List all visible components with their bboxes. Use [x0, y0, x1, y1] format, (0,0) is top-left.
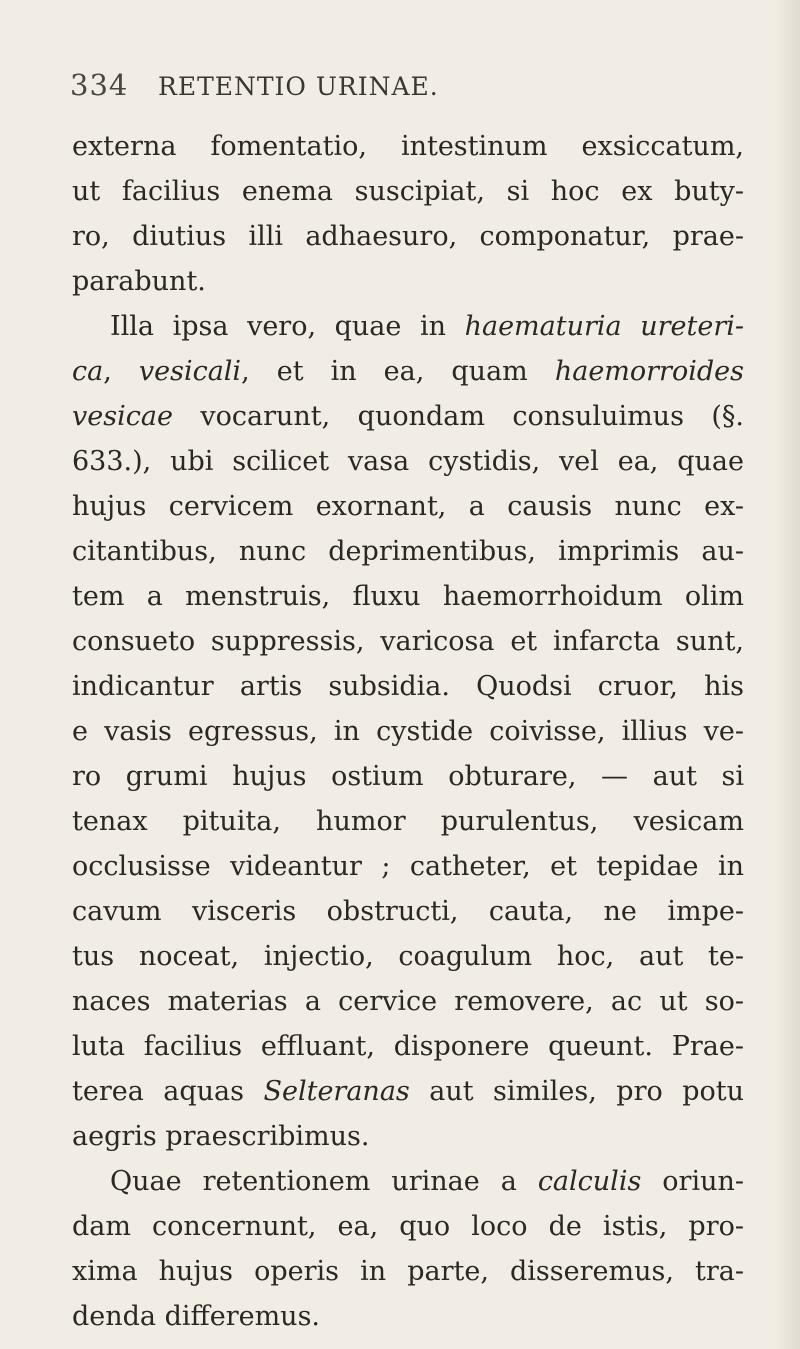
text-segment: luta facilius effluant, disponere queunt. Prae- — [72, 1031, 744, 1062]
text-line-15 — [72, 754, 744, 799]
italic-term: vesicae — [72, 401, 173, 432]
text-segment: tem a menstruis, fluxu haemorrhoidum olim — [72, 581, 744, 612]
page-header — [70, 68, 630, 116]
text-segment: aegris praescribimus. — [72, 1121, 370, 1152]
text-line-27 — [72, 1294, 744, 1339]
text-segment: ro grumi hujus ostium obturare, — aut si — [72, 761, 744, 792]
text-segment: oriun- — [641, 1166, 744, 1197]
running-head: RETENTIO URINAE. — [158, 72, 439, 101]
text-segment: dam concernunt, ea, quo loco de istis, pro- — [72, 1211, 744, 1242]
italic-term: haemorroides — [554, 356, 744, 387]
text-segment: ro, diutius illi adhaesuro, componatur, prae- — [72, 221, 744, 252]
text-segment: vocarunt, quondam consuluimus (§. — [172, 401, 744, 432]
text-line-6 — [72, 349, 744, 394]
text-line-16 — [72, 799, 744, 844]
text-segment: aut similes, pro potu — [409, 1076, 745, 1107]
text-segment: Quae retentionem urinae a — [110, 1166, 538, 1197]
italic-term: ca — [72, 356, 104, 387]
text-segment: occlusisse videantur ; catheter, et tepidae in — [72, 851, 744, 882]
text-line-4 — [72, 259, 744, 304]
text-segment: , — [103, 356, 139, 387]
text-line-5 — [72, 304, 744, 349]
text-line-12 — [72, 619, 744, 664]
text-segment: cavum visceris obstructi, cauta, ne impe- — [72, 896, 744, 927]
text-segment: citantibus, nunc deprimentibus, imprimis au- — [72, 536, 744, 567]
text-line-1 — [72, 124, 744, 169]
text-segment: parabunt. — [72, 266, 206, 297]
text-line-18 — [72, 889, 744, 934]
text-segment: , et in ea, quam — [241, 356, 555, 387]
text-line-20 — [72, 979, 744, 1024]
text-segment: Illa ipsa vero, quae in — [110, 311, 465, 342]
text-segment: e vasis egressus, in cystide coivisse, illius ve- — [72, 716, 744, 747]
text-segment: naces materias a cervice removere, ac ut so- — [72, 986, 744, 1017]
text-line-17 — [72, 844, 744, 889]
text-segment: hujus cervicem exornant, a causis nunc ex- — [72, 491, 744, 522]
text-line-8 — [72, 439, 744, 484]
text-line-24 — [72, 1159, 744, 1204]
text-segment: tus noceat, injectio, coagulum hoc, aut te- — [72, 941, 744, 972]
text-segment: externa fomentatio, intestinum exsiccatum, — [72, 131, 744, 162]
text-line-19 — [72, 934, 744, 979]
text-line-26 — [72, 1249, 744, 1294]
text-line-21 — [72, 1024, 744, 1069]
body-text — [72, 124, 744, 1339]
text-line-7 — [72, 394, 744, 439]
text-segment: ut facilius enema suscipiat, si hoc ex buty- — [72, 176, 744, 207]
text-segment: consueto suppressis, varicosa et infarcta sunt, — [72, 626, 744, 657]
italic-term: haematuria ureteri- — [464, 311, 744, 342]
text-line-22 — [72, 1069, 744, 1114]
italic-term: Selteranas — [263, 1076, 410, 1107]
text-segment: xima hujus operis in parte, disseremus, tra- — [72, 1256, 744, 1287]
page-number: 334 — [70, 68, 129, 102]
text-line-25 — [72, 1204, 744, 1249]
text-segment: terea aquas — [72, 1076, 264, 1107]
text-line-9 — [72, 484, 744, 529]
italic-term: vesicali — [138, 356, 242, 387]
text-line-3 — [72, 214, 744, 259]
italic-term: calculis — [537, 1166, 642, 1197]
text-line-13 — [72, 664, 744, 709]
text-line-14 — [72, 709, 744, 754]
text-segment: denda differemus. — [72, 1301, 321, 1332]
text-segment: 633.), ubi scilicet vasa cystidis, vel ea, quae — [72, 446, 744, 477]
page-edge-shadow — [776, 0, 800, 1349]
text-segment: tenax pituita, humor purulentus, vesicam — [72, 806, 744, 837]
text-segment: indicantur artis subsidia. Quodsi cruor, his — [72, 671, 744, 702]
text-line-23 — [72, 1114, 744, 1159]
text-line-2 — [72, 169, 744, 214]
text-line-11 — [72, 574, 744, 619]
text-line-10 — [72, 529, 744, 574]
